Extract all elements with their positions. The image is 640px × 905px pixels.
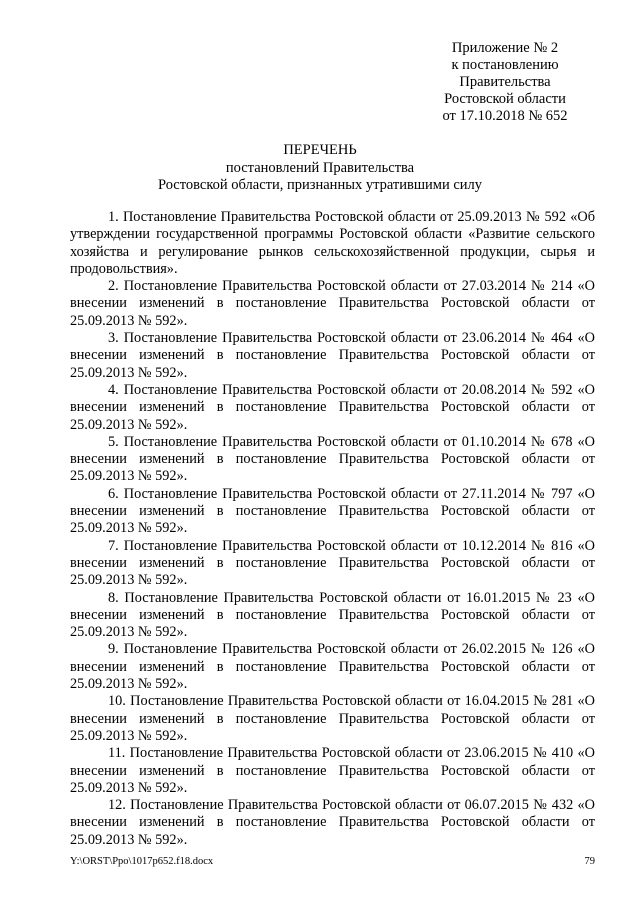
list-item-text: 6. Постановление Правительства Ростовской области от 27.11.2014 № 797 «О внесении изменений в постановление Правительства Ростовской области от 25.09.2013 № 592». bbox=[70, 485, 595, 537]
list-item bbox=[70, 330, 595, 382]
list-item bbox=[70, 693, 595, 745]
appendix-line: Правительства bbox=[459, 74, 551, 90]
appendix-line: от 17.10.2018 № 652 bbox=[442, 108, 568, 124]
resolutions-list bbox=[70, 209, 595, 849]
list-item bbox=[70, 745, 595, 797]
list-item-text: 12. Постановление Правительства Ростовской области от 06.07.2015 № 432 «О внесении изменений в постановление Правительства Ростовской области от 25.09.2013 № 592». bbox=[70, 797, 595, 848]
list-item bbox=[70, 797, 595, 849]
list-item-text: 5. Постановление Правительства Ростовской области от 01.10.2014 № 678 «О внесении изменений в постановление Правительства Ростовской области от 25.09.2013 № 592». bbox=[70, 433, 595, 485]
list-item bbox=[70, 382, 595, 434]
list-item bbox=[70, 486, 595, 538]
appendix-line: Ростовской области bbox=[444, 91, 566, 107]
list-item bbox=[70, 209, 595, 278]
list-item-text: 1. Постановление Правительства Ростовской области от 25.09.2013 № 592 «Об утверждении государственной программы Ростовской области «Развитие сельского хозяйства и регулирование рынков сельскохозяйственной продукции, сырья и продовольствия». bbox=[70, 209, 595, 277]
appendix-line: к постановлению bbox=[451, 57, 559, 73]
list-item-text: 10. Постановление Правительства Ростовской области от 16.04.2015 № 281 «О внесении изменений в постановление Правительства Ростовской области от 25.09.2013 № 592». bbox=[70, 693, 595, 744]
list-item-text: 8. Постановление Правительства Ростовской области от 16.01.2015 № 23 «О внесении изменений в постановление Правительства Ростовской области от 25.09.2013 № 592». bbox=[70, 589, 595, 641]
list-item bbox=[70, 538, 595, 590]
document-heading bbox=[40, 142, 600, 195]
appendix-block bbox=[415, 40, 595, 125]
list-item-text: 9. Постановление Правительства Ростовской области от 26.02.2015 № 126 «О внесении изменений в постановление Правительства Ростовской области от 25.09.2013 № 592». bbox=[70, 641, 595, 693]
file-path: Y:\ORST\Ppo\1017p652.f18.docx bbox=[70, 856, 214, 867]
list-item-text: 2. Постановление Правительства Ростовской области от 27.03.2014 № 214 «О внесении изменений в постановление Правительства Ростовской области от 25.09.2013 № 592». bbox=[70, 278, 595, 329]
list-item bbox=[70, 434, 595, 486]
document-subtitle-line2: Ростовской области, признанных утратившими силу bbox=[157, 177, 483, 193]
document-title: ПЕРЕЧЕНЬ bbox=[283, 142, 357, 158]
list-item bbox=[70, 641, 595, 693]
appendix-line: Приложение № 2 bbox=[451, 40, 559, 56]
page-number: 79 bbox=[584, 856, 595, 867]
list-item-text: 11. Постановление Правительства Ростовской области от 23.06.2015 № 410 «О внесении изменений в постановление Правительства Ростовской области от 25.09.2013 № 592». bbox=[70, 745, 595, 796]
document-subtitle-line1: постановлений Правительства bbox=[225, 159, 415, 176]
list-item-text: 3. Постановление Правительства Ростовской области от 23.06.2014 № 464 «О внесении изменений в постановление Правительства Ростовской области от 25.09.2013 № 592». bbox=[70, 330, 595, 381]
list-item-text: 7. Постановление Правительства Ростовской области от 10.12.2014 № 816 «О внесении изменений в постановление Правительства Ростовской области от 25.09.2013 № 592». bbox=[70, 537, 595, 589]
list-item bbox=[70, 590, 595, 642]
list-item bbox=[70, 278, 595, 330]
list-item-text: 4. Постановление Правительства Ростовской области от 20.08.2014 № 592 «О внесении изменений в постановление Правительства Ростовской области от 25.09.2013 № 592». bbox=[70, 381, 595, 433]
